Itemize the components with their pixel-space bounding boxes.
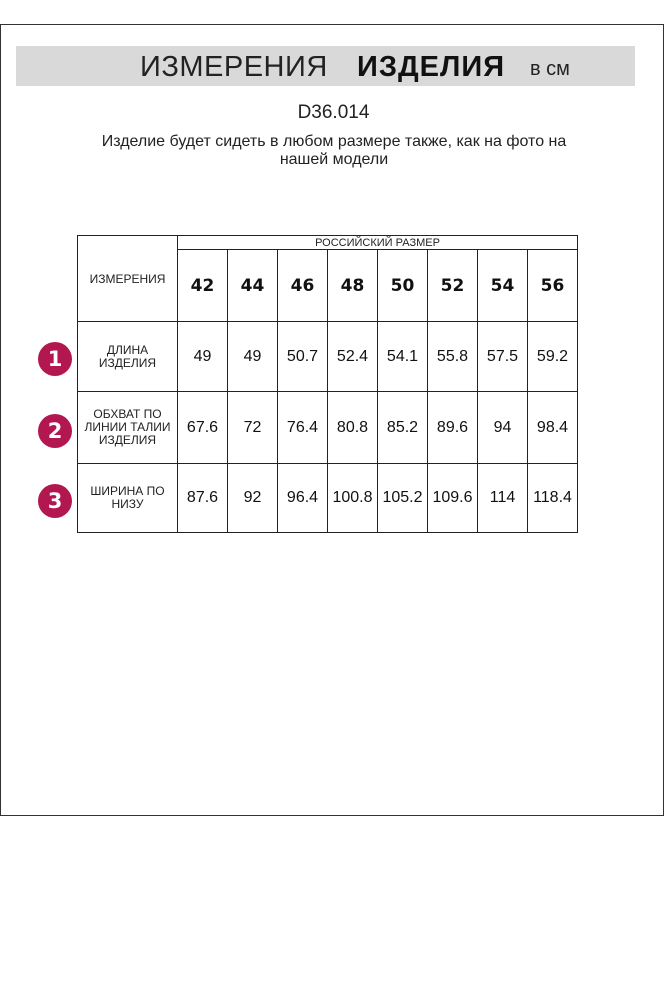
- size-header-cell: 50: [378, 250, 428, 322]
- measurement-value: 98.4: [528, 392, 578, 464]
- measurement-value: 50.7: [278, 322, 328, 392]
- title-unit: в см: [530, 58, 570, 80]
- measurement-header: ИЗМЕРЕНИЯ: [78, 236, 178, 322]
- measurement-value: 49: [228, 322, 278, 392]
- measurement-value: 72: [228, 392, 278, 464]
- measurement-value: 100.8: [328, 464, 378, 533]
- measurement-value: 118.4: [528, 464, 578, 533]
- size-system-header: РОССИЙСКИЙ РАЗМЕР: [178, 236, 578, 250]
- measurement-value: 94: [478, 392, 528, 464]
- measurement-value: 54.1: [378, 322, 428, 392]
- measurement-value: 67.6: [178, 392, 228, 464]
- badge-1: 1: [38, 342, 72, 376]
- measurement-label: ДЛИНА ИЗДЕЛИЯ: [78, 322, 178, 392]
- measurement-value: 49: [178, 322, 228, 392]
- measurement-value: 87.6: [178, 464, 228, 533]
- measurement-value: 89.6: [428, 392, 478, 464]
- product-code: D36.014: [297, 102, 370, 123]
- badge-2: 2: [38, 414, 72, 448]
- measurement-label: ШИРИНА ПО НИЗУ: [78, 464, 178, 533]
- table-row: [78, 464, 578, 533]
- measurement-value: 80.8: [328, 392, 378, 464]
- badge-3: 3: [38, 484, 72, 518]
- measurement-value: 59.2: [528, 322, 578, 392]
- size-header-cell: 42: [178, 250, 228, 322]
- fit-description: Изделие будет сидеть в любом размере также, как на фото на нашей модели: [101, 133, 567, 168]
- measurement-value: 114: [478, 464, 528, 533]
- size-header-cell: 56: [528, 250, 578, 322]
- measurement-value: 96.4: [278, 464, 328, 533]
- measurement-value: 105.2: [378, 464, 428, 533]
- measurement-label: ОБХВАТ ПО ЛИНИИ ТАЛИИ ИЗДЕЛИЯ: [78, 392, 178, 464]
- measurement-value: 55.8: [428, 322, 478, 392]
- measurement-value: 85.2: [378, 392, 428, 464]
- size-table: [77, 235, 578, 533]
- size-header-cell: 48: [328, 250, 378, 322]
- measurement-value: 76.4: [278, 392, 328, 464]
- measurement-value: 52.4: [328, 322, 378, 392]
- table-row: [78, 392, 578, 464]
- measurement-value: 57.5: [478, 322, 528, 392]
- measurement-value: 109.6: [428, 464, 478, 533]
- size-header-cell: 54: [478, 250, 528, 322]
- size-header-cell: 44: [228, 250, 278, 322]
- size-header-cell: 46: [278, 250, 328, 322]
- title-part-measurements: ИЗМЕРЕНИЯ: [140, 51, 328, 83]
- measurement-value: 92: [228, 464, 278, 533]
- title-part-product: ИЗДЕЛИЯ: [357, 51, 506, 83]
- size-header-cell: 52: [428, 250, 478, 322]
- table-row: [78, 322, 578, 392]
- title-banner: [16, 46, 635, 86]
